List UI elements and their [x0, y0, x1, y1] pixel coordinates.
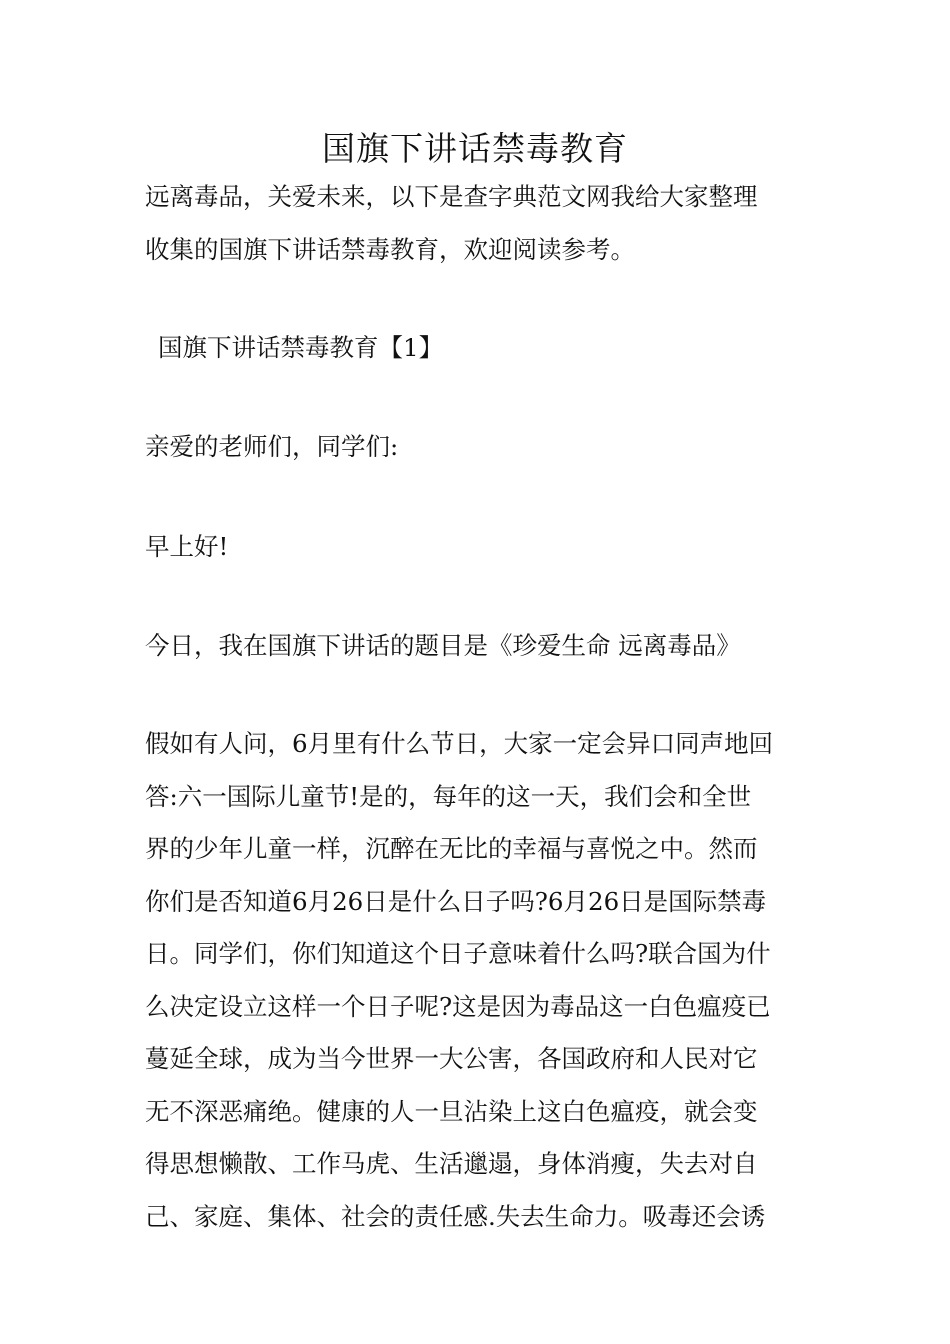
body-line: 你们是否知道6月26日是什么日子吗?6月26日是国际禁毒	[145, 886, 767, 916]
intro-line: 收集的国旗下讲话禁毒教育，欢迎阅读参考。	[145, 234, 635, 264]
body-line: 界的少年儿童一样，沉醉在无比的幸福与喜悦之中。然而	[145, 834, 758, 863]
body-line: 得思想懒散、工作马虎、生活邋遢，身体消瘦，失去对自	[145, 1149, 758, 1178]
section-heading: 国旗下讲话禁毒教育【1】	[158, 333, 444, 362]
morning-line: 早上好!	[145, 532, 229, 561]
body-line: 己、家庭、集体、社会的责任感.失去生命力。吸毒还会诱	[145, 1201, 766, 1231]
body-line: 假如有人问，6月里有什么节日，大家一定会异口同声地回	[145, 729, 774, 758]
body-line: 日。同学们，你们知道这个日子意味着什么吗?联合国为什	[145, 939, 771, 968]
body-line: 蔓延全球，成为当今世界一大公害，各国政府和人民对它	[145, 1044, 758, 1073]
body-line: 答:六一国际儿童节!是的，每年的这一天，我们会和全世	[145, 781, 752, 811]
document-title: 国旗下讲话禁毒教育	[322, 129, 628, 168]
intro-paragraph	[145, 171, 810, 276]
topic-line: 今日，我在国旗下讲话的题目是《珍爱生命 远离毒品》	[145, 631, 741, 660]
greeting-line: 亲爱的老师们，同学们:	[145, 432, 399, 461]
body-line: 无不深恶痛绝。健康的人一旦沾染上这白色瘟疫，就会变	[145, 1096, 758, 1126]
body-paragraph	[145, 718, 810, 1243]
intro-line: 远离毒品，关爱未来，以下是查字典范文网我给大家整理	[145, 182, 758, 211]
body-line: 么决定设立这样一个日子呢?这是因为毒品这一白色瘟疫已	[145, 991, 771, 1021]
